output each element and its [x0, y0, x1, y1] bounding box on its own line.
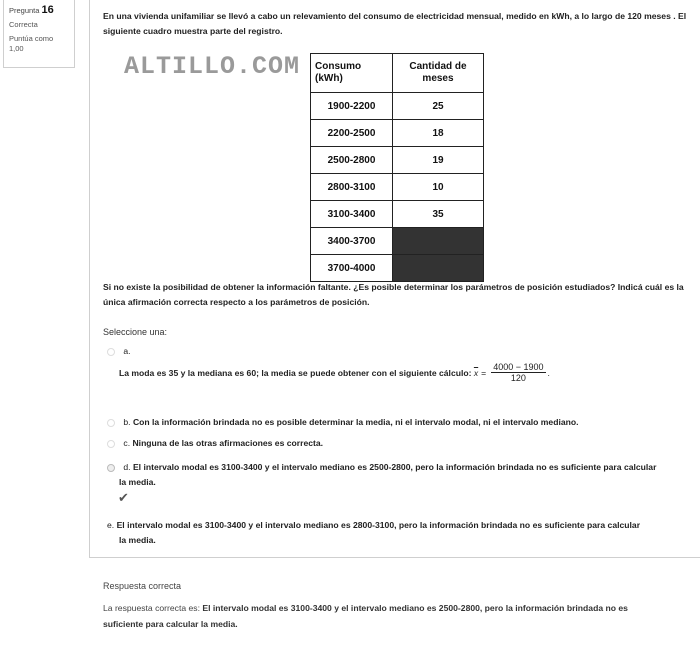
feedback-answer	[103, 600, 693, 632]
option-e[interactable]	[107, 518, 697, 548]
fraction-numerator: 4000 − 1900	[493, 362, 544, 372]
option-a[interactable]	[107, 346, 131, 356]
table-cell: 3400-3700	[311, 228, 393, 255]
table-cell: 2800-3100	[311, 174, 393, 201]
table-cell: 2200-2500	[311, 120, 393, 147]
table-row	[311, 255, 484, 282]
table-cell: 25	[393, 93, 484, 120]
question-number	[9, 4, 74, 16]
watermark-logo: ALTILLO.COM	[124, 52, 301, 81]
table-cell: 3700-4000	[311, 255, 393, 282]
table-cell: 35	[393, 201, 484, 228]
correct-check-icon: ✔	[118, 490, 129, 505]
table-cell: 3100-3400	[311, 201, 393, 228]
table-cell-missing	[393, 255, 484, 282]
radio-option-d[interactable]	[107, 464, 115, 472]
table-cell: 10	[393, 174, 484, 201]
radio-option-a[interactable]	[107, 348, 115, 356]
option-d-letter: d.	[123, 462, 131, 472]
mean-fraction	[491, 362, 545, 383]
option-a-body[interactable]: La moda es 35 y la mediana es 60; la media se puede obtener con el siguiente cálculo: $\overline{x}$ = $\frac{4000 - 1900}{120}$ .	[119, 362, 550, 383]
content-bottom-border	[89, 557, 700, 558]
feedback-prefix: La respuesta correcta es:	[103, 603, 200, 613]
table-cell: 2500-2800	[311, 147, 393, 174]
fraction-denominator: 120	[510, 373, 526, 383]
answer-prompt: Seleccione una:	[103, 327, 168, 337]
option-a-text: La moda es 35 y la mediana es 60; la media se puede obtener con el siguiente cálculo:	[119, 367, 472, 378]
mean-symbol: $\overline{x}$	[473, 367, 479, 378]
table-row	[311, 120, 484, 147]
table-row	[311, 147, 484, 174]
option-e-text-2: la media.	[119, 535, 156, 545]
table-cell-missing	[393, 228, 484, 255]
consumption-table	[310, 53, 484, 282]
question-follow-up: Si no existe la posibilidad de obtener la información faltante. ¿Es posible determinar los parámetros de posición estudiados? Indicá cuál es la única afirmación correcta respecto a los parámetros de posición.	[103, 282, 684, 307]
table-row	[311, 174, 484, 201]
question-number-value: 16	[41, 4, 54, 16]
option-e-letter: e.	[107, 520, 115, 530]
table-cell: 19	[393, 147, 484, 174]
option-b-letter: b.	[123, 417, 131, 427]
feedback-answer-text-2: suficiente para calcular la media.	[103, 619, 238, 629]
table-header-meses: Cantidad de meses	[393, 54, 484, 93]
option-d-text-1: El intervalo modal es 3100-3400 y el intervalo mediano es 2500-2800, pero la información brindada no es suficiente para calcular	[132, 462, 657, 472]
radio-option-b[interactable]	[107, 419, 115, 427]
feedback-label: Respuesta correcta	[103, 581, 182, 591]
question-label: Pregunta	[9, 6, 40, 15]
table-header-row	[311, 54, 484, 93]
option-b[interactable]	[107, 417, 579, 427]
option-e-text-1: El intervalo modal es 3100-3400 y el intervalo mediano es 2800-3100, pero la información brindada no es suficiente para calcular	[116, 520, 641, 530]
table-row	[311, 228, 484, 255]
option-c[interactable]	[107, 438, 323, 448]
question-status: Correcta	[9, 20, 38, 29]
question-intro: En una vivienda unifamiliar se llevó a cabo un relevamiento del consumo de electricidad mensual, medido en kWh, a lo largo de 120 meses . El siguiente cuadro muestra parte del registro.	[103, 11, 687, 36]
table-row	[311, 93, 484, 120]
table-cell: 1900-2200	[311, 93, 393, 120]
option-c-letter: c.	[123, 438, 131, 448]
option-d[interactable]	[107, 460, 697, 490]
score-value: 1,00	[9, 44, 24, 53]
table-header-consumo: Consumo (kWh)	[311, 54, 393, 93]
table-row	[311, 201, 484, 228]
option-c-text: Ninguna de las otras afirmaciones es correcta.	[132, 438, 324, 448]
radio-option-c[interactable]	[107, 440, 115, 448]
option-a-letter: a.	[123, 346, 131, 356]
feedback-answer-text-1: El intervalo modal es 3100-3400 y el intervalo mediano es 2500-2800, pero la información brindada no es	[202, 603, 628, 613]
option-b-text: Con la información brindada no es posible determinar la media, ni el intervalo modal, ni el intervalo mediano.	[132, 417, 579, 427]
score-label: Puntúa como	[9, 34, 54, 43]
question-info-box	[3, 0, 75, 68]
content-left-border	[89, 0, 90, 557]
table-cell: 18	[393, 120, 484, 147]
equals-sign: =	[481, 367, 487, 378]
option-d-text-2: la media.	[119, 477, 156, 487]
